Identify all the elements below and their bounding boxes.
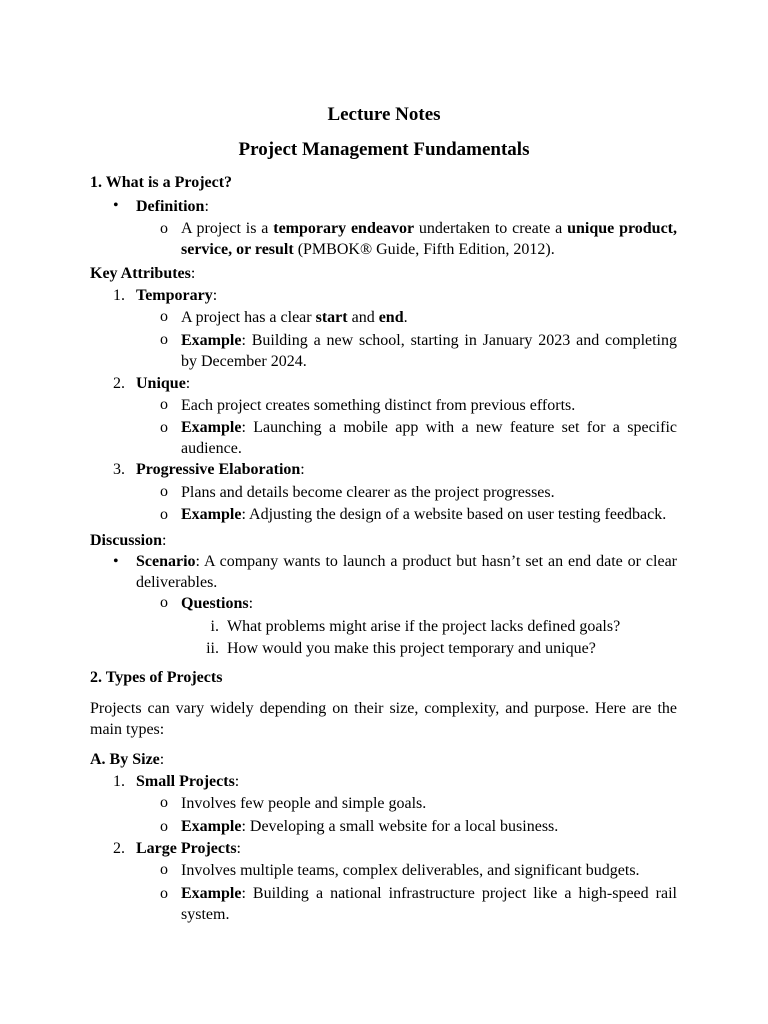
bullet-circle: o xyxy=(160,594,168,611)
bullet-circle: o xyxy=(160,483,168,500)
bullet-circle: o xyxy=(160,396,168,413)
definition-line: Definition: xyxy=(136,198,209,215)
size-label: Small Projects: xyxy=(136,773,240,790)
key-attributes-label: Key Attributes: xyxy=(90,265,196,282)
list-number: 1. xyxy=(113,287,125,304)
list-item: Plans and details become clearer as the project progresses. xyxy=(181,484,555,501)
intro-paragraph: Projects can vary widely depending on their size, complexity, and purpose. Here are the main types: xyxy=(90,700,677,738)
bullet-circle: o xyxy=(160,818,168,835)
list-number: 2. xyxy=(113,840,125,857)
question-item: How would you make this project temporary and unique? xyxy=(227,640,596,657)
list-item: Example: Adjusting the design of a website based on user testing feedback. xyxy=(181,506,667,523)
list-number: 1. xyxy=(113,773,125,790)
list-number: ii. xyxy=(206,640,219,657)
by-size-label: A. By Size: xyxy=(90,751,165,768)
list-item: Example: Developing a small website for a local business. xyxy=(181,818,559,835)
page-title: Lecture Notes xyxy=(327,104,441,125)
section-heading: 1. What is a Project? xyxy=(90,174,233,191)
scenario-text: Scenario: A company wants to launch a product but hasn’t set an end date or clear deliverables. xyxy=(136,553,677,591)
discussion-label: Discussion: xyxy=(90,532,167,549)
list-item: Example: Launching a mobile app with a new feature set for a specific audience. xyxy=(181,419,677,457)
attribute-label: Temporary: xyxy=(136,287,218,304)
page-subtitle: Project Management Fundamentals xyxy=(238,139,530,160)
bullet-circle: o xyxy=(160,331,168,348)
list-item: A project has a clear start and end. xyxy=(181,309,408,326)
bullet-disc: • xyxy=(113,197,119,214)
list-item: Each project creates something distinct from previous efforts. xyxy=(181,397,576,414)
bullet-circle: o xyxy=(160,885,168,902)
bullet-circle: o xyxy=(160,861,168,878)
list-number: 2. xyxy=(113,375,125,392)
list-item: Involves multiple teams, complex deliverables, and significant budgets. xyxy=(181,862,640,879)
bullet-disc: • xyxy=(113,553,119,570)
list-number: 3. xyxy=(113,461,125,478)
list-item: Involves few people and simple goals. xyxy=(181,795,427,812)
bullet-circle: o xyxy=(160,220,168,237)
size-label: Large Projects: xyxy=(136,840,241,857)
question-item: What problems might arise if the project lacks defined goals? xyxy=(227,618,621,635)
bullet-circle: o xyxy=(160,506,168,523)
bullet-circle: o xyxy=(160,308,168,325)
list-number: i. xyxy=(210,618,219,635)
definition-text: A project is a temporary endeavor undertaken to create a unique product, service, or result (PMBOK® Guide, Fifth Edition, 2012). xyxy=(181,220,678,258)
list-item: Example: Building a new school, starting in January 2023 and completing by December 2024. xyxy=(181,332,677,370)
questions-label: Questions: xyxy=(181,595,254,612)
attribute-label: Unique: xyxy=(136,375,191,392)
attribute-label: Progressive Elaboration: xyxy=(136,461,305,478)
list-item: Example: Building a national infrastructure project like a high-speed rail system. xyxy=(181,885,677,923)
bullet-circle: o xyxy=(160,419,168,436)
section-heading: 2. Types of Projects xyxy=(90,669,223,686)
bullet-circle: o xyxy=(160,794,168,811)
